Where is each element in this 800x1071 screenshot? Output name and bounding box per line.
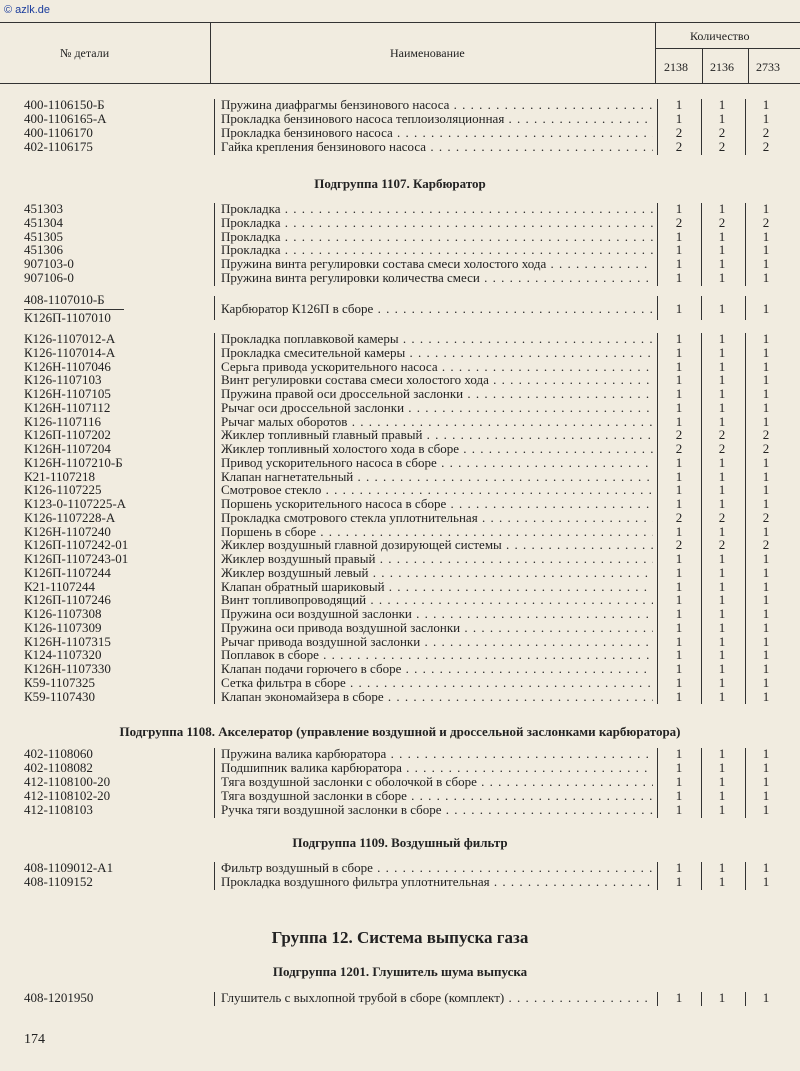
- part-quantity: 1: [718, 344, 726, 360]
- part-quantity: 2: [675, 441, 683, 456]
- part-name: Привод ускорительного насоса в сборе . . .: [221, 455, 653, 471]
- part-number: К126Н-1107204: [24, 441, 111, 456]
- part-quantity: 1: [718, 399, 726, 415]
- part-quantity: 1: [762, 413, 770, 429]
- part-quantity: 1: [762, 633, 770, 649]
- part-quantity: 1: [718, 564, 726, 580]
- part-quantity: 1: [675, 674, 683, 690]
- part-quantity: 1: [675, 454, 683, 470]
- part-quantity: 1: [762, 523, 770, 539]
- part-quantity: 1: [718, 331, 726, 346]
- part-quantity: 2: [762, 427, 770, 443]
- subgroup-title-1107: Подгруппа 1107. Карбюратор: [314, 176, 486, 191]
- part-quantity: 1: [675, 413, 683, 429]
- part-number: 412-1108100-20: [24, 774, 111, 789]
- part-quantity: 2: [762, 509, 770, 525]
- part-name: Рычаг малых оборотов . . .: [221, 414, 653, 430]
- part-quantity: 1: [718, 523, 726, 539]
- part-quantity: 1: [718, 746, 726, 761]
- part-quantity: 1: [762, 788, 770, 803]
- part-quantity: 1: [762, 270, 770, 285]
- part-quantity: 1: [718, 647, 726, 663]
- column-rule: [701, 203, 702, 286]
- part-quantity: 1: [762, 774, 770, 789]
- part-number: 907106-0: [24, 270, 74, 285]
- header-part-number: № детали: [60, 46, 110, 60]
- part-quantity: 1: [675, 647, 683, 663]
- part-quantity: 1: [762, 802, 770, 817]
- part-quantity: 2: [675, 214, 683, 230]
- part-quantity: 2: [718, 125, 726, 140]
- part-name: Тяга воздушной заслонки с оболочкой в сборе . . .: [221, 774, 653, 790]
- header-model-2138: 2138: [664, 60, 688, 74]
- part-quantity: 1: [762, 228, 770, 244]
- part-quantity: 1: [718, 413, 726, 429]
- part-number: К59-1107325: [24, 674, 96, 690]
- part-name: Ручка тяги воздушной заслонки в сборе . . .: [221, 802, 653, 818]
- part-name: Прокладка . . .: [221, 201, 653, 217]
- part-quantity: 1: [718, 482, 726, 498]
- part-quantity: 1: [675, 97, 683, 112]
- part-number: К126-1107012-А: [24, 331, 116, 346]
- part-quantity: 2: [718, 214, 726, 230]
- column-rule: [745, 203, 746, 286]
- column-rule: [214, 862, 215, 890]
- part-number: К126-1107103: [24, 372, 102, 388]
- part-quantity: 2: [762, 214, 770, 230]
- part-quantity: 2: [762, 537, 770, 553]
- part-number: К126-1107014-А: [24, 344, 116, 360]
- part-quantity: 1: [718, 592, 726, 608]
- part-quantity: 1: [675, 688, 683, 704]
- part-number: К21-1107218: [24, 468, 96, 484]
- part-quantity: 1: [718, 606, 726, 621]
- part-quantity: 1: [718, 619, 726, 635]
- part-name: Прокладка поплавковой камеры . . .: [221, 331, 653, 347]
- part-name: Пружина диафрагмы бензинового насоса . . .: [221, 97, 653, 113]
- part-name: Жиклер воздушный левый . . .: [221, 565, 653, 581]
- part-name: Пружина правой оси дроссельной заслонки . . .: [221, 386, 653, 402]
- page-number: 174: [24, 1032, 45, 1047]
- part-quantity: 1: [718, 661, 726, 676]
- part-name: Пружина валика карбюратора . . .: [221, 746, 653, 762]
- part-quantity: 1: [718, 674, 726, 690]
- part-quantity: 2: [762, 441, 770, 456]
- part-quantity: 1: [718, 688, 726, 704]
- part-quantity: 1: [762, 454, 770, 470]
- part-quantity: 1: [675, 386, 683, 401]
- part-name: Жиклер воздушный правый . . .: [221, 551, 653, 567]
- part-name: Пружина винта регулировки состава смеси холостого хода . . .: [221, 256, 653, 272]
- part-quantity: 1: [675, 774, 683, 789]
- column-rule: [657, 992, 658, 1006]
- part-quantity: 1: [718, 201, 726, 216]
- part-quantity: 1: [718, 256, 726, 272]
- header-name: Наименование: [390, 46, 465, 60]
- part-quantity: 1: [675, 358, 683, 374]
- carburetor-part-number-bottom: К126П-1107010: [24, 310, 111, 325]
- part-quantity: 1: [762, 201, 770, 216]
- part-quantity: 2: [718, 441, 726, 456]
- column-rule: [745, 992, 746, 1006]
- part-quantity: 1: [718, 386, 726, 401]
- column-rule: [701, 862, 702, 890]
- part-name: Гайка крепления бензинового насоса . . .: [221, 139, 653, 155]
- column-rule: [701, 99, 702, 155]
- part-number: К126Н-1107240: [24, 523, 111, 539]
- part-number: 402-1106175: [24, 139, 93, 154]
- part-quantity: 2: [718, 139, 726, 154]
- part-quantity: 1: [675, 551, 683, 566]
- carburetor-part-number-top: 408-1107010-Б: [24, 292, 105, 307]
- part-quantity: 1: [762, 619, 770, 635]
- part-number: К126-1107309: [24, 619, 102, 635]
- part-quantity: 1: [762, 647, 770, 663]
- part-number: К126П-1107202: [24, 427, 111, 443]
- column-rule: [214, 296, 215, 320]
- part-number: К126П-1107242-01: [24, 537, 129, 553]
- part-quantity: 1: [675, 344, 683, 360]
- part-quantity: 2: [718, 537, 726, 553]
- part-name: Серьга привода ускорительного насоса . . .: [221, 359, 653, 375]
- part-quantity: 2: [675, 537, 683, 553]
- part-quantity: 1: [718, 774, 726, 789]
- column-rule: [657, 862, 658, 890]
- part-number: К123-0-1107225-А: [24, 496, 127, 511]
- part-quantity: 1: [675, 242, 683, 258]
- part-name: Жиклер топливный холостого хода в сборе . . .: [221, 441, 653, 457]
- part-quantity: 1: [675, 746, 683, 761]
- part-number: 400-1106150-Б: [24, 97, 105, 112]
- part-name: Фильтр воздушный в сборе . . .: [221, 860, 653, 876]
- part-name: Пружина оси привода воздушной заслонки . . .: [221, 620, 653, 636]
- part-quantity: 1: [675, 111, 683, 126]
- column-rule: [657, 748, 658, 818]
- part-name: Клапан обратный шариковый . . .: [221, 579, 653, 595]
- part-name: Пружина оси воздушной заслонки . . .: [221, 606, 653, 622]
- part-quantity: 2: [718, 509, 726, 525]
- part-number: 402-1108060: [24, 746, 93, 761]
- column-rule: [701, 992, 702, 1006]
- part-quantity: 1: [675, 201, 683, 216]
- part-number: К126-1107116: [24, 413, 102, 429]
- part-quantity: 1: [675, 633, 683, 649]
- column-rule: [214, 99, 215, 155]
- part-quantity: 1: [718, 111, 726, 126]
- part-quantity: 1: [718, 990, 726, 1005]
- part-quantity: 1: [762, 331, 770, 346]
- part-number: К126П-1107243-01: [24, 551, 129, 566]
- part-quantity: 1: [675, 523, 683, 539]
- part-quantity: 1: [762, 111, 770, 126]
- part-quantity: 1: [718, 860, 726, 875]
- part-number: 412-1108103: [24, 802, 93, 817]
- part-quantity: 1: [762, 97, 770, 112]
- part-quantity: 1: [675, 482, 683, 498]
- part-number: К126Н-1107210-Б: [24, 454, 123, 470]
- carburetor-qty-2138: 1: [675, 301, 683, 316]
- part-name: Прокладка воздушного фильтра уплотнительная . . .: [221, 874, 653, 890]
- part-quantity: 1: [718, 270, 726, 285]
- part-quantity: 1: [718, 802, 726, 817]
- part-name: Клапан экономайзера в сборе . . .: [221, 689, 653, 705]
- part-number: К126-1107308: [24, 606, 102, 621]
- part-quantity: 1: [718, 372, 726, 388]
- part-number: 451305: [24, 228, 63, 244]
- column-rule: [745, 333, 746, 704]
- part-number: 451303: [24, 201, 63, 216]
- part-quantity: 1: [762, 386, 770, 401]
- part-name: Прокладка бензинового насоса теплоизоляционная . . .: [221, 111, 653, 127]
- part-quantity: 1: [718, 578, 726, 594]
- column-rule: [214, 203, 215, 286]
- part-name: Жиклер топливный главный правый . . .: [221, 427, 653, 443]
- part-number: К59-1107430: [24, 688, 96, 704]
- part-quantity: 1: [762, 760, 770, 775]
- column-rule: [214, 333, 215, 704]
- part-name: Поплавок в сборе . . .: [221, 647, 653, 663]
- part-quantity: 1: [675, 788, 683, 803]
- part-number: 451306: [24, 242, 63, 258]
- part-quantity: 1: [718, 468, 726, 484]
- part-quantity: 1: [762, 592, 770, 608]
- column-rule: [745, 862, 746, 890]
- part-quantity: 1: [718, 228, 726, 244]
- part-quantity: 1: [675, 619, 683, 635]
- part-quantity: 1: [718, 788, 726, 803]
- part-quantity: 1: [762, 344, 770, 360]
- header-model-2136: 2136: [710, 60, 734, 74]
- part-name: Прокладка смотрового стекла уплотнительная . . .: [221, 510, 653, 526]
- part-quantity: 1: [718, 633, 726, 649]
- part-quantity: 1: [675, 578, 683, 594]
- part-number: 402-1108082: [24, 760, 93, 775]
- column-rule: [701, 748, 702, 818]
- part-quantity: 1: [675, 468, 683, 484]
- table-header: [0, 22, 800, 84]
- part-number: 400-1106170: [24, 125, 93, 140]
- part-quantity: 2: [675, 139, 683, 154]
- part-quantity: 1: [718, 496, 726, 511]
- part-number: К126П-1107246: [24, 592, 111, 608]
- part-quantity: 1: [718, 760, 726, 775]
- part-quantity: 1: [762, 578, 770, 594]
- part-name: Глушитель с выхлопной трубой в сборе (комплект) . . .: [221, 990, 653, 1006]
- part-name: Поршень в сборе . . .: [221, 524, 653, 540]
- carburetor-qty-2136: 1: [718, 301, 726, 316]
- part-quantity: 1: [762, 990, 770, 1005]
- part-quantity: 1: [718, 874, 726, 889]
- part-quantity: 1: [675, 228, 683, 244]
- subgroup-title-1108: Подгруппа 1108. Акселератор (управление воздушной и дроссельной заслонками карбюратора): [119, 724, 681, 739]
- part-quantity: 1: [762, 551, 770, 566]
- part-number: 408-1109012-А1: [24, 860, 114, 875]
- column-rule: [214, 748, 215, 818]
- part-quantity: 1: [675, 331, 683, 346]
- part-quantity: 1: [718, 242, 726, 258]
- part-quantity: 1: [675, 802, 683, 817]
- part-quantity: 1: [675, 760, 683, 775]
- column-rule: [657, 203, 658, 286]
- part-quantity: 2: [762, 125, 770, 140]
- part-number: К126П-1107244: [24, 564, 111, 580]
- part-quantity: 1: [762, 860, 770, 875]
- part-quantity: 1: [762, 468, 770, 484]
- subgroup-title-1201: Подгруппа 1201. Глушитель шума выпуска: [272, 964, 528, 979]
- part-number: К126-1107228-А: [24, 509, 116, 525]
- column-rule: [214, 992, 215, 1006]
- column-rule: [745, 99, 746, 155]
- part-quantity: 1: [675, 270, 683, 285]
- part-name: Поршень ускорительного насоса в сборе . . .: [221, 496, 653, 512]
- part-quantity: 1: [762, 482, 770, 498]
- part-name: Винт регулировки состава смеси холостого хода . . .: [221, 372, 653, 388]
- part-name: Прокладка бензинового насоса . . .: [221, 125, 653, 141]
- part-name: Клапан нагнетательный . . .: [221, 469, 653, 485]
- part-name: Винт топливопроводящий . . .: [221, 592, 653, 608]
- group-title-12: Группа 12. Система выпуска газа: [271, 928, 529, 947]
- part-number: 400-1106165-А: [24, 111, 107, 126]
- part-quantity: 1: [718, 97, 726, 112]
- column-rule: [701, 333, 702, 704]
- part-name: Прокладка . . .: [221, 229, 653, 245]
- part-quantity: 1: [675, 874, 683, 889]
- part-quantity: 1: [762, 688, 770, 704]
- part-quantity: 1: [762, 661, 770, 676]
- part-number: К126Н-1107315: [24, 633, 111, 649]
- carburetor-name: Карбюратор К126П в сборе . . .: [221, 301, 653, 317]
- part-number: К126Н-1107330: [24, 661, 111, 676]
- part-number: К126Н-1107046: [24, 358, 111, 374]
- part-quantity: 1: [675, 606, 683, 621]
- part-quantity: 1: [675, 372, 683, 388]
- part-number: К21-1107244: [24, 578, 96, 594]
- part-name: Прокладка смесительной камеры . . .: [221, 345, 653, 361]
- part-name: Подшипник валика карбюратора . . .: [221, 760, 653, 776]
- part-name: Жиклер воздушный главной дозирующей системы . . .: [221, 537, 653, 553]
- part-quantity: 1: [762, 564, 770, 580]
- column-rule: [745, 748, 746, 818]
- column-rule: [657, 99, 658, 155]
- part-quantity: 1: [762, 256, 770, 272]
- part-quantity: 1: [762, 399, 770, 415]
- part-number: К126Н-1107105: [24, 386, 111, 401]
- part-quantity: 1: [675, 256, 683, 272]
- part-quantity: 2: [675, 509, 683, 525]
- part-number: К126-1107225: [24, 482, 102, 498]
- part-name: Рычаг привода воздушной заслонки . . .: [221, 634, 653, 650]
- part-quantity: 1: [762, 874, 770, 889]
- part-quantity: 1: [762, 746, 770, 761]
- part-quantity: 1: [762, 606, 770, 621]
- part-quantity: 1: [718, 551, 726, 566]
- part-name: Рычаг оси дроссельной заслонки . . .: [221, 400, 653, 416]
- part-quantity: 1: [675, 564, 683, 580]
- part-name: Тяга воздушной заслонки в сборе . . .: [221, 788, 653, 804]
- part-quantity: 2: [675, 427, 683, 443]
- part-quantity: 1: [762, 358, 770, 374]
- part-name: Смотровое стекло . . .: [221, 482, 653, 498]
- part-number: К126Н-1107112: [24, 399, 111, 415]
- part-quantity: 1: [718, 454, 726, 470]
- part-quantity: 1: [675, 592, 683, 608]
- part-number: К124-1107320: [24, 647, 102, 663]
- part-name: Клапан подачи горючего в сборе . . .: [221, 661, 653, 677]
- part-number: 907103-0: [24, 256, 74, 272]
- part-quantity: 1: [675, 399, 683, 415]
- part-quantity: 2: [718, 427, 726, 443]
- part-quantity: 2: [762, 139, 770, 154]
- part-name: Прокладка . . .: [221, 242, 653, 258]
- part-quantity: 1: [718, 358, 726, 374]
- part-quantity: 1: [675, 496, 683, 511]
- part-quantity: 1: [675, 661, 683, 676]
- header-model-2733: 2733: [756, 60, 780, 74]
- part-quantity: 2: [675, 125, 683, 140]
- part-number: 412-1108102-20: [24, 788, 111, 803]
- part-name: Пружина винта регулировки количества смеси . . .: [221, 270, 653, 286]
- part-name: Сетка фильтра в сборе . . .: [221, 675, 653, 691]
- part-number: 408-1109152: [24, 874, 93, 889]
- part-quantity: 1: [762, 372, 770, 388]
- part-quantity: 1: [762, 496, 770, 511]
- carburetor-qty-2733: 1: [762, 301, 770, 316]
- subgroup-title-1109: Подгруппа 1109. Воздушный фильтр: [292, 835, 508, 850]
- part-number: 408-1201950: [24, 990, 94, 1005]
- part-quantity: 1: [675, 860, 683, 875]
- part-quantity: 1: [762, 674, 770, 690]
- watermark-logo: © azlk.de: [4, 4, 51, 16]
- part-number: 451304: [24, 214, 63, 230]
- part-quantity: 1: [762, 242, 770, 258]
- part-name: Прокладка . . .: [221, 215, 653, 231]
- part-quantity: 1: [675, 990, 683, 1005]
- column-rule: [657, 333, 658, 704]
- header-quantity: Количество: [690, 29, 750, 43]
